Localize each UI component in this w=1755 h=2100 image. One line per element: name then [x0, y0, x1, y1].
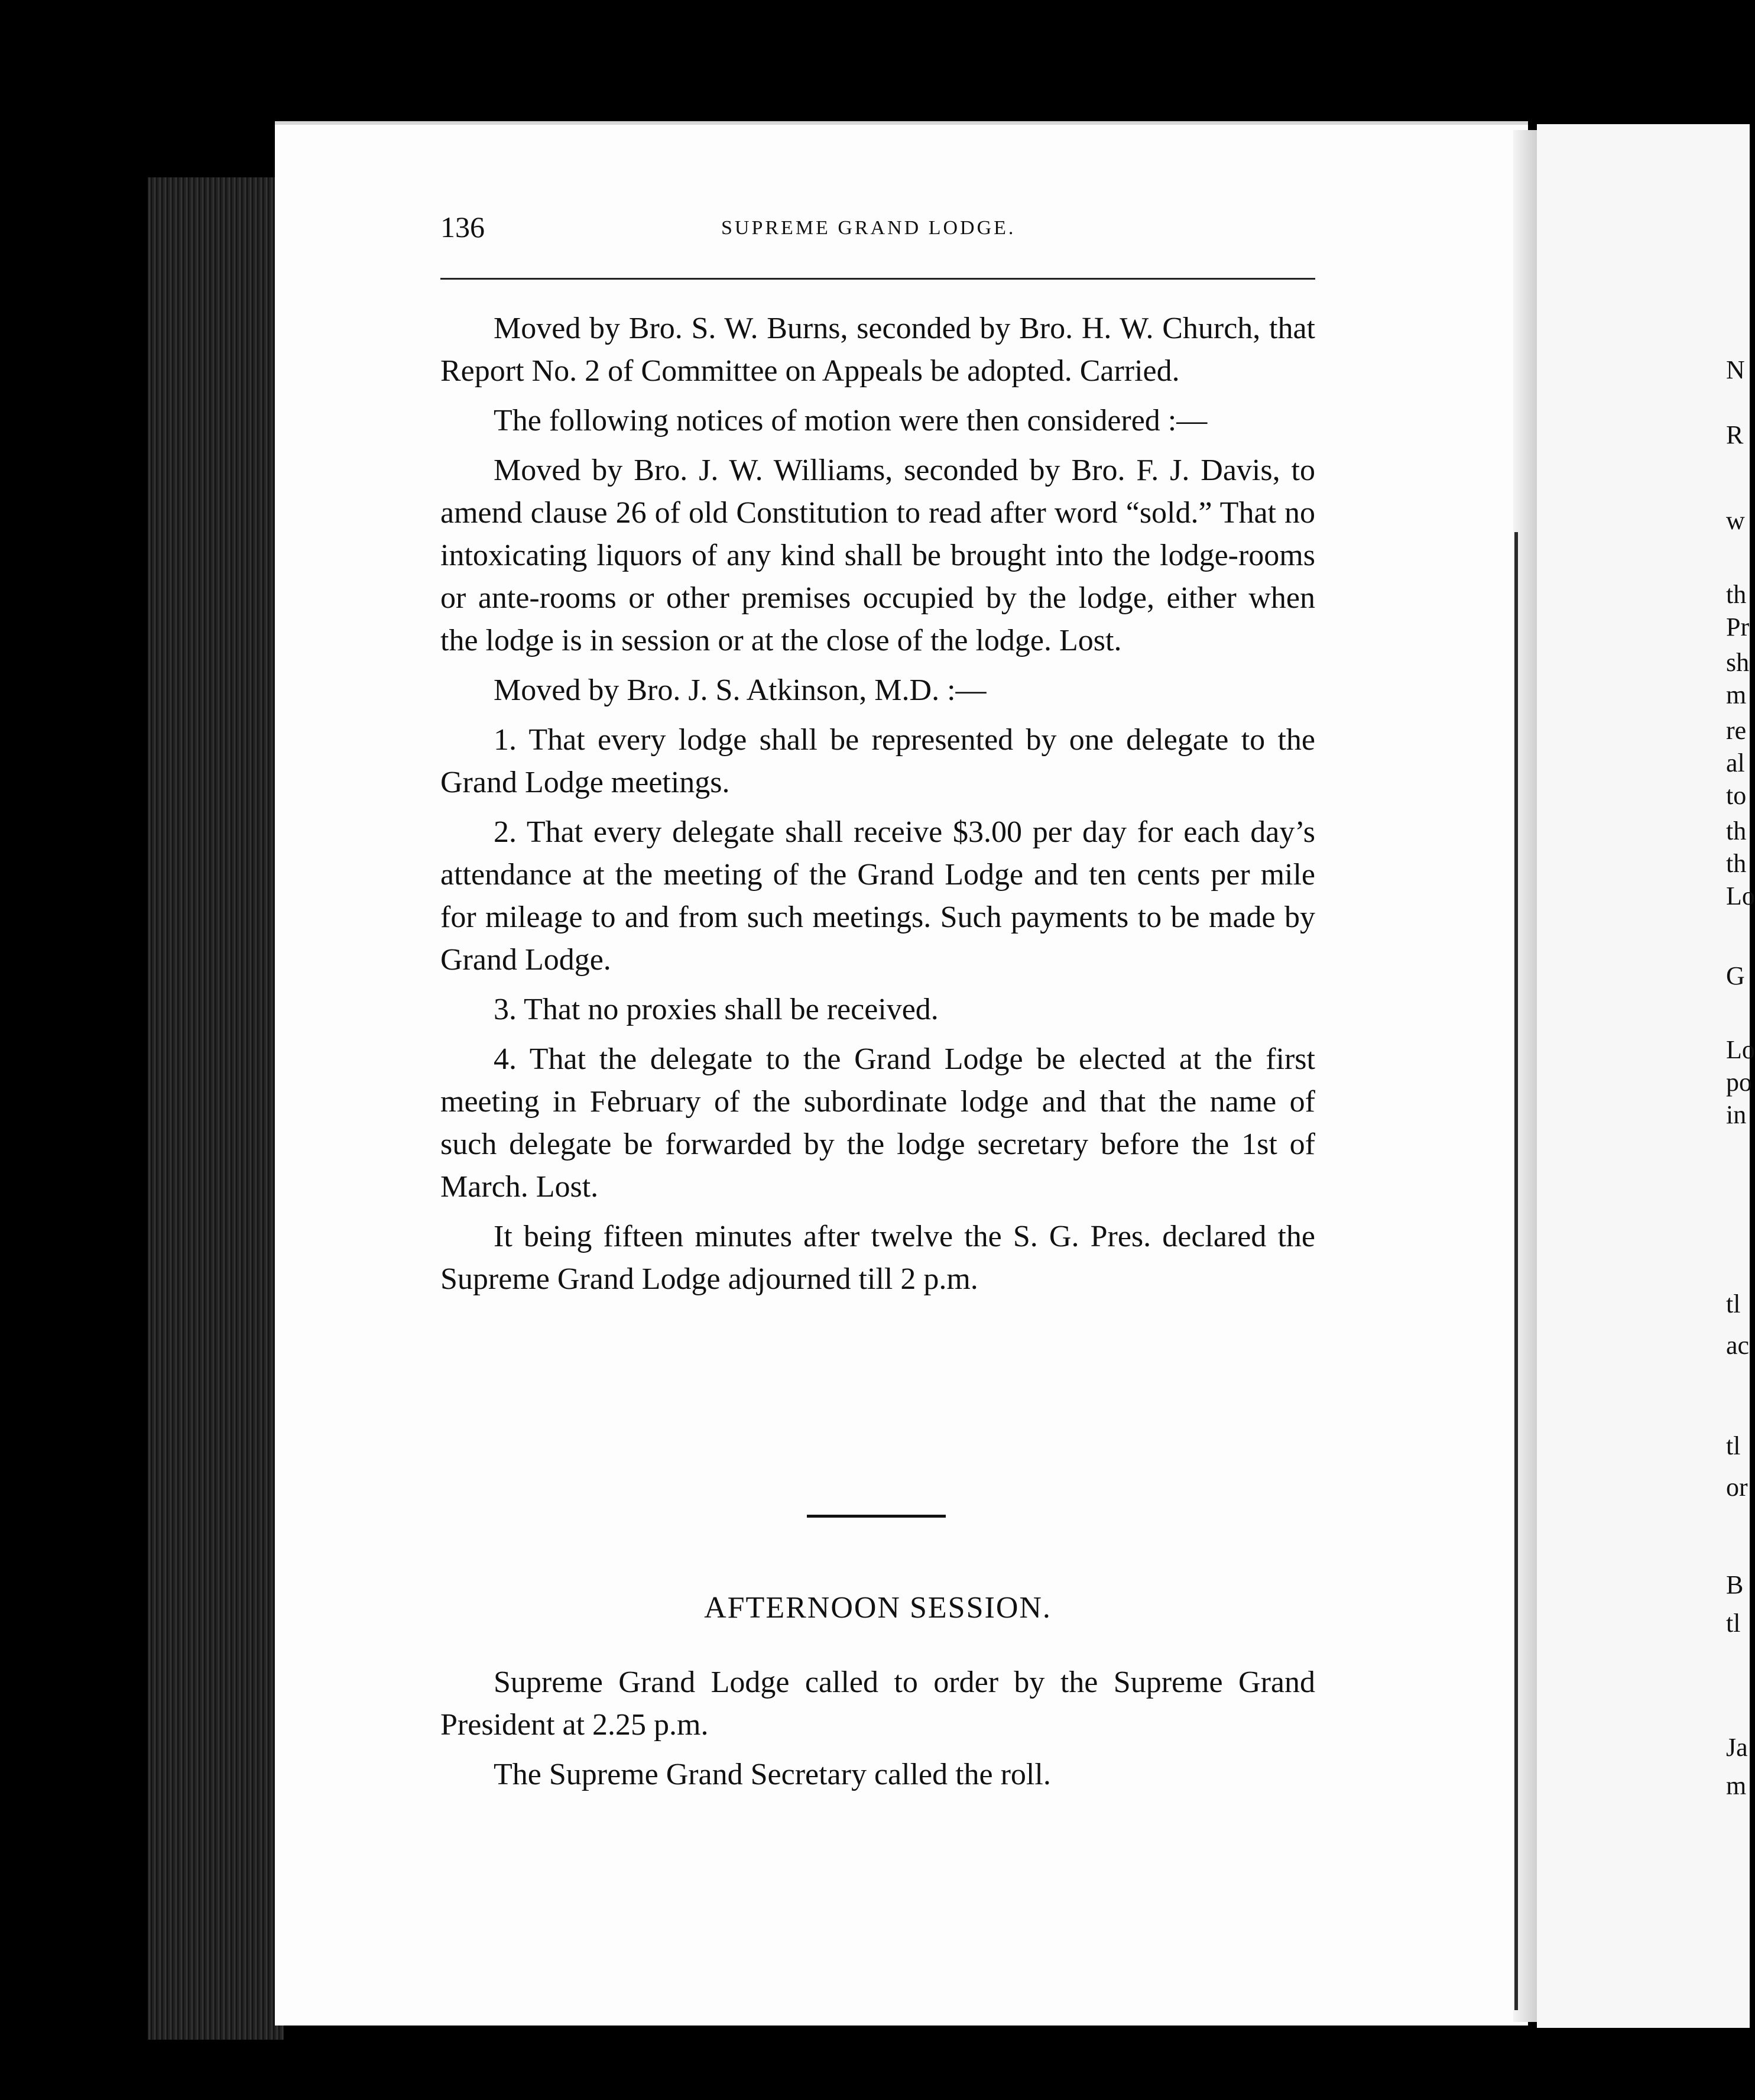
paragraph: 4. That the delegate to the Grand Lodge be elected at the first meeting in February of the subordinate lodge and that the name of such delegate be forwarded by the lodge secretary before the 1st of March. Lost.: [440, 1042, 1315, 1204]
paragraph: It being fifteen minutes after twelve the S. G. Pres. declared the Supreme Grand Lodge adjourned till 2 p.m.: [440, 1220, 1315, 1296]
book-page-edges: [148, 177, 284, 2040]
main-text: [440, 307, 1315, 1308]
facing-page-fragment: sh: [1726, 648, 1750, 677]
facing-page-fragment: po: [1726, 1068, 1752, 1097]
facing-page-fragment: w: [1726, 506, 1745, 535]
facing-page-fragment: th: [1726, 816, 1747, 845]
page-number: 136: [440, 210, 485, 244]
paragraph: 3. That no proxies shall be received.: [494, 993, 939, 1026]
facing-page-fragment: to: [1726, 781, 1747, 810]
facing-page-fragment: Pr: [1726, 612, 1750, 641]
facing-page-fragment: ac: [1726, 1331, 1750, 1360]
header-rule: [440, 278, 1315, 280]
paragraph: 2. That every delegate shall receive $3.00 per day for each day’s attendance at the meeting of the Grand Lodge and ten cents per mile for mileage to and from such meetings. Such payments to be made by Grand Lodge.: [440, 815, 1315, 977]
facing-page-fragment: R: [1726, 420, 1744, 449]
facing-page-fragment: m: [1726, 1771, 1747, 1800]
paragraph: Moved by Bro. J. S. Atkinson, M.D. :—: [494, 673, 987, 707]
facing-page-fragment: tl: [1726, 1609, 1741, 1638]
facing-page-fragment: in: [1726, 1100, 1747, 1129]
paragraph: Supreme Grand Lodge called to order by the Supreme Grand President at 2.25 p.m.: [440, 1665, 1315, 1742]
facing-page-fragment: tl: [1726, 1431, 1741, 1460]
paragraph: Moved by Bro. S. W. Burns, seconded by Bro. H. W. Church, that Report No. 2 of Committee on Appeals be adopted. Carried.: [440, 312, 1315, 388]
facing-page-fragment: th: [1726, 849, 1747, 878]
facing-page-fragment: G: [1726, 961, 1745, 990]
section-heading: AFTERNOON SESSION.: [704, 1591, 1052, 1625]
paragraph: Moved by Bro. J. W. Williams, seconded by Bro. F. J. Davis, to amend clause 26 of old Constitution to read after word “sold.” That no intoxicating liquors of any kind shall be brought into the lodge-rooms or ante-rooms or other premises occupied by the lodge, either when the lodge is in session or at the close of the lodge. Lost.: [440, 453, 1315, 657]
section-text: [440, 1661, 1315, 1803]
running-title: SUPREME GRAND LODGE.: [721, 217, 1016, 239]
facing-page: [1537, 124, 1750, 2028]
facing-page-fragment: or: [1726, 1473, 1748, 1502]
facing-page-fragment: Lo: [1726, 1035, 1755, 1064]
section-divider: [807, 1515, 946, 1518]
facing-page-fragment: B: [1726, 1570, 1744, 1599]
facing-page-fragment: th: [1726, 580, 1747, 609]
paragraph: The following notices of motion were then considered :—: [494, 404, 1208, 438]
facing-page-fragment: Lo: [1726, 882, 1755, 910]
facing-page-fragment: m: [1726, 680, 1747, 709]
facing-page-fragment: Ja: [1726, 1733, 1748, 1762]
facing-page-fragment: N: [1726, 355, 1745, 384]
paragraph: The Supreme Grand Secretary called the roll.: [494, 1758, 1051, 1791]
facing-page-fragment: tl: [1726, 1289, 1741, 1318]
facing-page-fragment: re: [1726, 716, 1747, 745]
running-head: [440, 210, 1315, 251]
paragraph: 1. That every lodge shall be represented by one delegate to the Grand Lodge meetings.: [440, 723, 1315, 799]
facing-page-fragment: al: [1726, 748, 1745, 777]
gutter-line: [1514, 532, 1518, 2010]
background-left: [0, 0, 148, 2100]
